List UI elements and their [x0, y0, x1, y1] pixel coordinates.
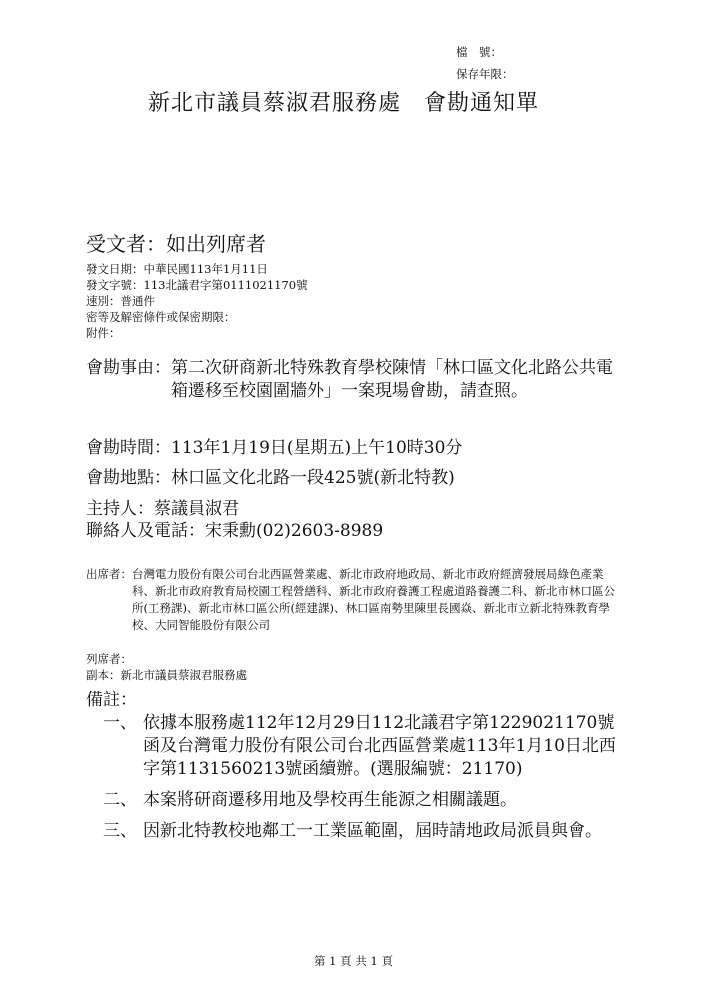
host-text: 蔡議員淑君 [154, 499, 239, 519]
page-number: 第 1 頁 共 1 頁 [314, 954, 393, 968]
note-text: 因新北特教校地鄰工一工業區範圍，屆時請地政局派員與會。 [143, 821, 602, 841]
attendees [86, 566, 626, 634]
host-label: 主持人： [86, 499, 154, 519]
note-item [103, 820, 623, 843]
note-number: 二、 [103, 790, 137, 810]
contact [86, 516, 383, 541]
meta-block [86, 261, 308, 341]
inspection-time [86, 433, 462, 458]
secrecy-level: 密等及解密條件或保密期限： [86, 310, 236, 324]
contact-label: 聯絡人及電話： [86, 521, 205, 541]
note-text: 本案將研商遷移用地及學校再生能源之相關議題。 [143, 790, 517, 810]
note-number: 三、 [103, 821, 137, 841]
speed-class: 速別：普通件 [86, 294, 155, 308]
doc-number: 發文字號：113北議君字第0111021170號 [86, 278, 308, 292]
recipient-label: 受文者： [86, 232, 166, 256]
reason-text: 第二次研商新北特殊教育學校陳情「林口區文化北路公共電箱遷移至校園圍牆外」一案現場會勘，請查照。 [171, 358, 613, 401]
observers-label: 列席者： [86, 652, 132, 666]
page-title: 新北市議員蔡淑君服務處 會勘通知單 [148, 91, 540, 116]
copy-text: 新北市議員蔡淑君服務處 [120, 668, 247, 682]
attachment: 附件： [86, 326, 121, 340]
note-item [103, 712, 623, 781]
attendees-label: 出席者： [86, 567, 132, 581]
place-label: 會勘地點： [86, 468, 171, 488]
inspection-reason [86, 357, 626, 403]
copy-line [86, 667, 247, 683]
notes-label: 備註： [86, 690, 137, 710]
file-number-label: 檔 號： [456, 45, 502, 59]
reason-label: 會勘事由： [86, 358, 171, 378]
issue-date: 發文日期：中華民國113年1月11日 [86, 262, 268, 276]
time-text: 113年1月19日(星期五)上午10時30分 [171, 438, 463, 458]
recipient-value: 如出列席者 [166, 232, 266, 256]
place-text: 林口區文化北路一段425號(新北特教) [171, 468, 455, 488]
retention-label: 保存年限： [456, 67, 514, 81]
inspection-place [86, 463, 455, 488]
note-item [103, 789, 623, 812]
copy-label: 副本： [86, 668, 121, 682]
notes-list [103, 712, 623, 843]
note-number: 一、 [103, 713, 137, 733]
recipient-line [86, 228, 266, 257]
attendees-text: 台灣電力股份有限公司台北西區營業處、新北市政府地政局、新北市政府經濟發展局綠色產業科、新北市政府教育局校園工程營繕科、新北市政府養護工程處道路養護二科、新北市林口區公所(工務課)、新北市林口區公所(經建課)、林口區南勢里陳里長國焱、新北市立新北特殊教育學校、大同智能股份有限公司 [132, 567, 615, 632]
note-text: 依據本服務處112年12月29日112北議君字第1229021170號函及台灣電力股份有限公司台北西區營業處113年1月10日北西字第1131560213號函續辦。(選服編號：21170) [143, 713, 616, 779]
contact-text: 宋秉勳(02)2603-8989 [205, 521, 384, 541]
time-label: 會勘時間： [86, 438, 171, 458]
